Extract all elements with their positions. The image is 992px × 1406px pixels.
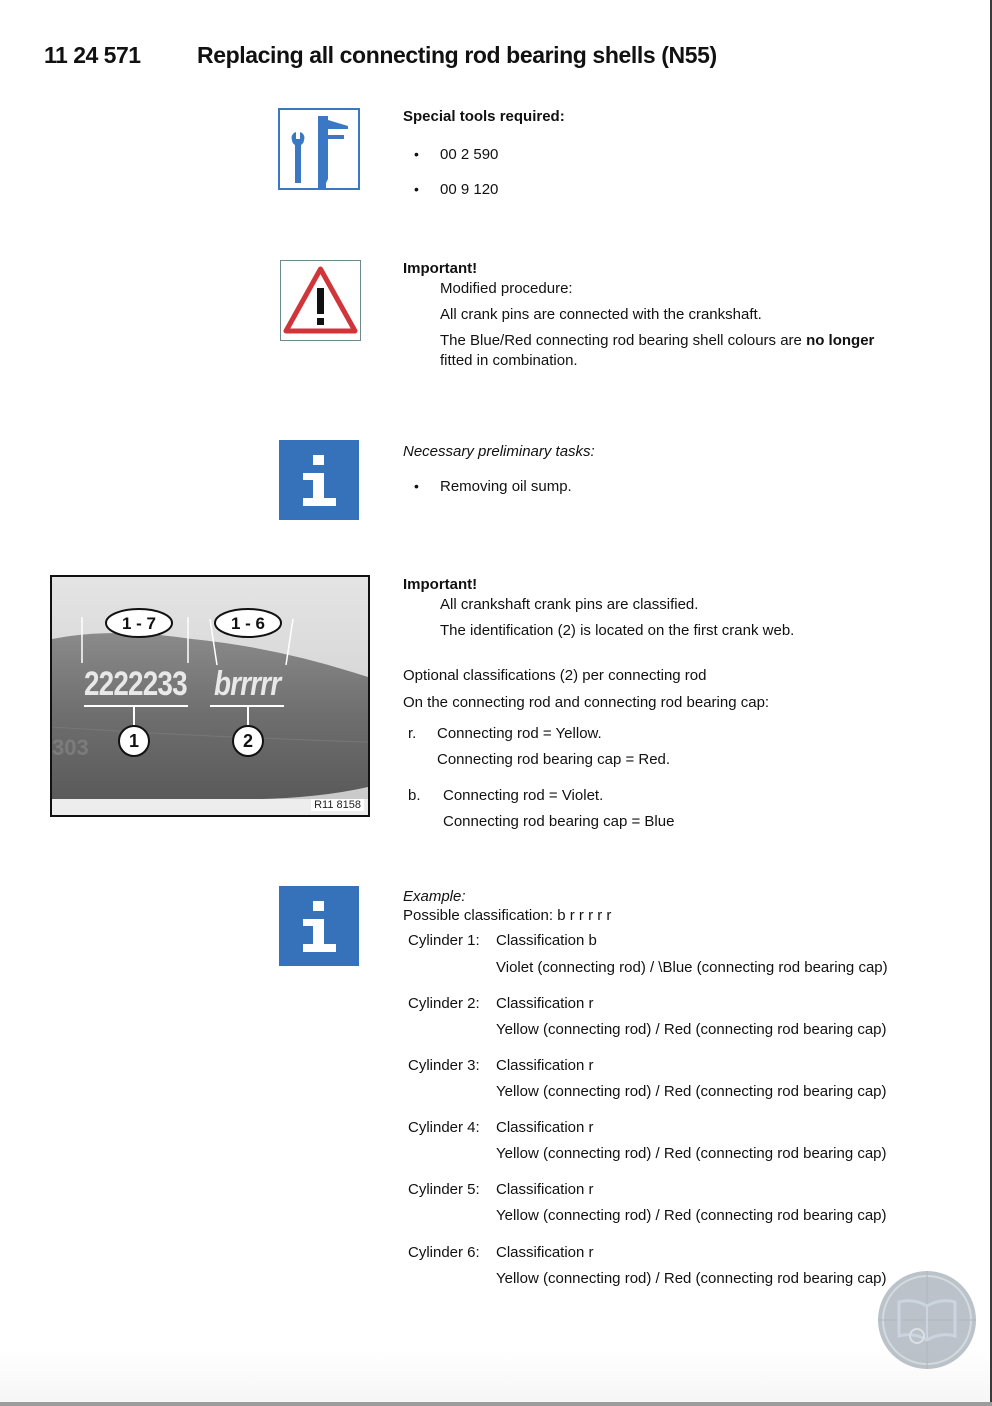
cylinder-class: Classification r [496,995,594,1012]
cylinder-label: Cylinder 5: [408,1181,480,1198]
cylinder-detail: Yellow (connecting rod) / Red (connecting rod bearing cap) [496,1270,887,1287]
cylinder-label: Cylinder 3: [408,1057,480,1074]
important-line: All crank pins are connected with the crankshaft. [440,306,762,323]
figure-ref: R11 8158 [311,799,364,811]
info-icon [279,440,359,520]
important-line: The identification (2) is located on the first crank web. [440,622,795,639]
note-emphasis: no longer [806,332,875,349]
bottom-edge [0,1402,992,1406]
repair-number: 11 24 571 [44,42,141,68]
callout-2: 2 [242,731,253,751]
class-line: Connecting rod bearing cap = Red. [437,751,671,768]
preliminary-task: Removing oil sump. [440,478,572,495]
cylinder-detail: Yellow (connecting rod) / Red (connecting rod bearing cap) [496,1207,887,1224]
cylinder-class: Classification r [496,1181,594,1198]
optional-classifications: Optional classifications (2) per connecting rod [403,667,707,684]
important-note [440,332,874,350]
bullet: • [414,146,419,162]
code-digits: 2222233 [84,665,187,703]
info-icon [279,886,359,966]
cylinder-class: Classification r [496,1244,594,1261]
callout-1: 1 [128,731,139,751]
class-line: Connecting rod bearing cap = Blue [443,813,675,830]
cylinder-label: Cylinder 4: [408,1119,480,1136]
tools-icon [278,108,360,190]
tool-item: 00 2 590 [440,146,499,163]
important-line: Modified procedure: [440,280,573,297]
page-title: Replacing all connecting rod bearing shells (N55) [197,42,717,68]
class-key: r. [408,725,417,742]
important-note-cont: fitted in combination. [440,352,578,369]
class-line: Connecting rod = Violet. [443,787,604,804]
range-label-2: 1 - 6 [230,614,266,633]
cylinder-detail: Yellow (connecting rod) / Red (connecting rod bearing cap) [496,1083,887,1100]
crank-web-photo [50,575,370,817]
cylinder-label: Cylinder 6: [408,1244,480,1261]
tools-heading: Special tools required: [403,108,565,125]
cylinder-class: Classification r [496,1119,594,1136]
warning-icon [280,260,361,341]
class-key: b. [408,787,421,804]
cylinder-detail: Yellow (connecting rod) / Red (connecting rod bearing cap) [496,1145,887,1162]
example-heading: Example: [403,888,466,905]
cylinder-detail: Violet (connecting rod) / \Blue (connecting rod bearing cap) [496,959,888,976]
range-label-1: 1 - 7 [121,614,157,633]
bullet: • [414,478,419,494]
preliminary-heading: Necessary preliminary tasks: [403,443,595,460]
note-text: The Blue/Red connecting rod bearing shell colours are [440,332,807,349]
svg-text:303: 303 [52,735,89,760]
cylinder-class: Classification r [496,1057,594,1074]
classification-scope: On the connecting rod and connecting rod bearing cap: [403,694,770,711]
manual-book-icon[interactable] [877,1270,977,1370]
cylinder-label: Cylinder 2: [408,995,480,1012]
important-heading: Important! [403,576,478,593]
cylinder-detail: Yellow (connecting rod) / Red (connecting rod bearing cap) [496,1021,887,1038]
important-heading: Important! [403,260,478,277]
bullet: • [414,181,419,197]
class-line: Connecting rod = Yellow. [437,725,602,742]
tool-item: 00 9 120 [440,181,499,198]
cylinder-label: Cylinder 1: [408,932,480,949]
possible-classification: Possible classification: b r r r r r [403,907,612,924]
code-letters: brrrrr [214,665,281,703]
important-line: All crankshaft crank pins are classified. [440,596,699,613]
cylinder-class: Classification b [496,932,597,949]
